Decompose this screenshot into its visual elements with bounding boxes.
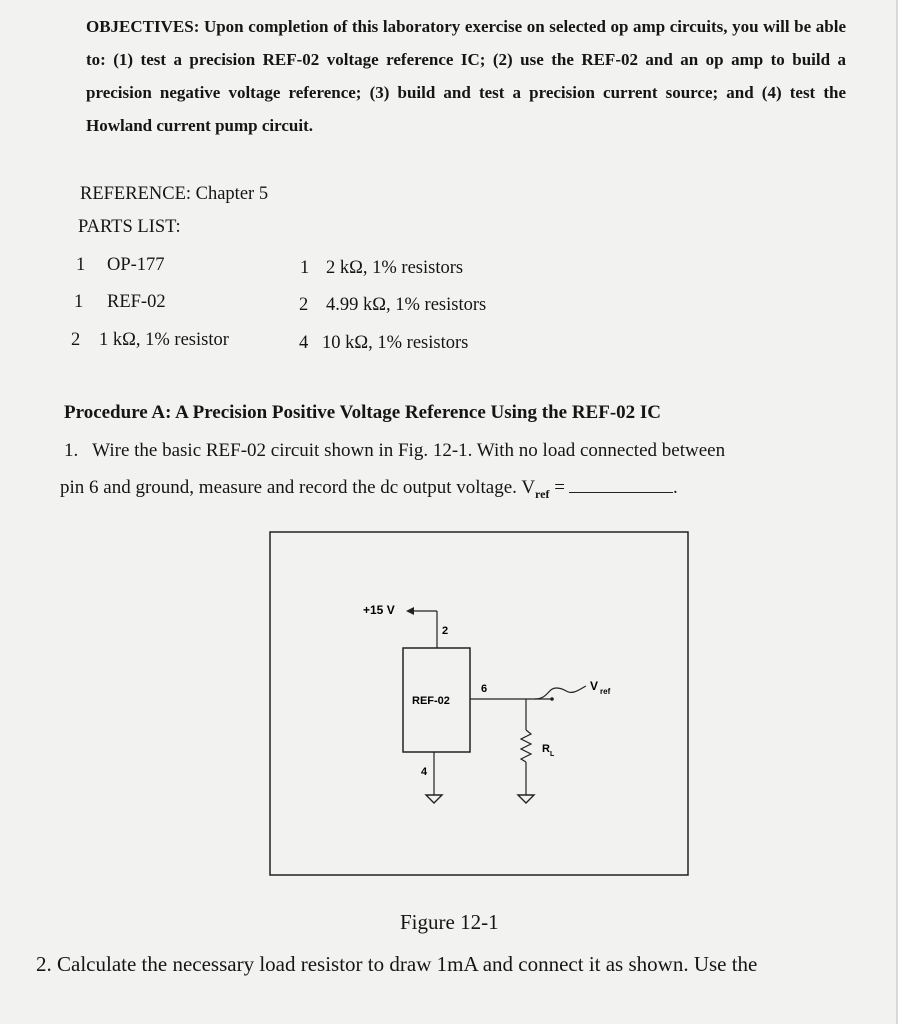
vref-subscript: ref	[535, 486, 550, 501]
part-qty: 4	[299, 333, 309, 353]
vref-label-sub: ref	[600, 687, 611, 696]
load-resistor-icon	[521, 730, 531, 762]
objectives-paragraph: OBJECTIVES: Upon completion of this laboratory exercise on selected op amp circuits, you will be able to: (1) test a precision REF-02 voltage reference IC; (2) use the REF-02 and an op amp to build a precision negative voltage reference; (3) build and test a precision current source; and (4) test the Howland current pump circuit.	[86, 17, 846, 135]
part-qty: 2	[299, 295, 309, 315]
part-item: 4.99 kΩ, 1% resistors	[326, 295, 487, 315]
output-lead	[535, 686, 586, 699]
ground-icon	[518, 795, 534, 803]
part-qty: 2	[71, 330, 81, 350]
pin-4-label: 4	[421, 766, 428, 778]
part-item: 1 kΩ, 1% resistor	[99, 330, 229, 350]
part-item: REF-02	[107, 292, 166, 312]
step-1-text: Wire the basic REF-02 circuit shown in Fig. 12-1. With no load connected between	[92, 440, 726, 461]
step-2-line: 2. Calculate the necessary load resistor to draw 1mA and connect it as shown. Use the	[36, 952, 758, 976]
supply-label: +15 V	[363, 603, 395, 617]
equals-sign: =	[549, 477, 565, 498]
rl-label-sub: L	[550, 751, 555, 758]
pin-6-label: 6	[481, 683, 488, 695]
vref-label: V	[590, 679, 599, 693]
step-1-period: .	[672, 477, 678, 498]
reference-line: REFERENCE: Chapter 5	[80, 184, 269, 204]
ground-icon	[426, 795, 442, 803]
procedure-a-heading: Procedure A: A Precision Positive Voltage Reference Using the REF-02 IC	[64, 402, 662, 423]
figure-border	[270, 532, 688, 875]
chip-label: REF-02	[412, 695, 450, 707]
part-item: OP-177	[107, 255, 165, 275]
figure-caption: Figure 12-1	[400, 910, 499, 934]
part-item: 10 kΩ, 1% resistors	[322, 333, 469, 353]
step-1-text-2: pin 6 and ground, measure and record the dc output voltage. V	[60, 477, 536, 498]
part-qty: 1	[300, 258, 310, 278]
pin-2-label: 2	[442, 625, 449, 637]
parts-list-heading: PARTS LIST:	[78, 217, 181, 237]
rl-label: R	[542, 743, 550, 755]
part-qty: 1	[74, 292, 84, 312]
part-qty: 1	[76, 255, 86, 275]
step-1-number: 1.	[64, 440, 79, 461]
part-item: 2 kΩ, 1% resistors	[326, 258, 464, 278]
